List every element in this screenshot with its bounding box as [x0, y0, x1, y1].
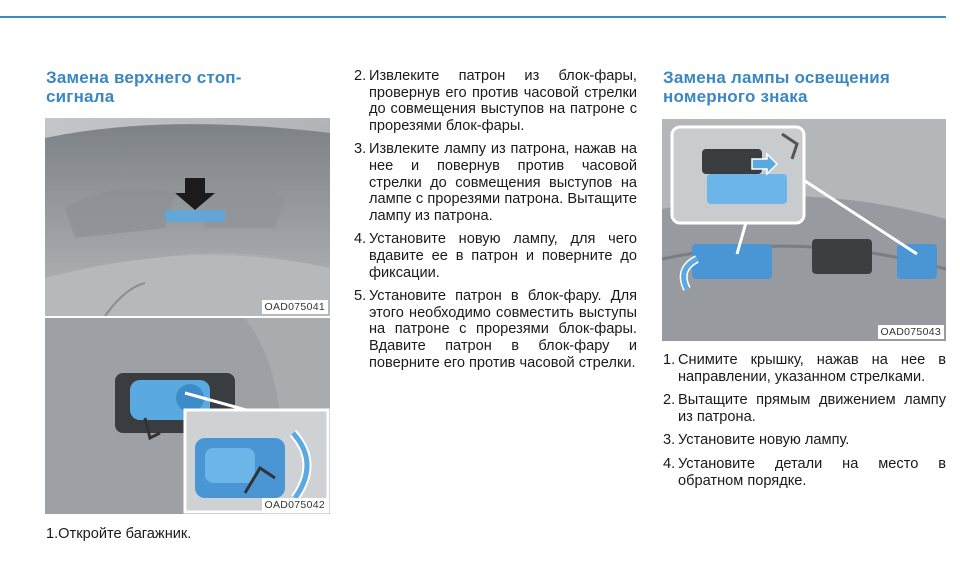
steps-license-plate-light — [663, 352, 946, 496]
list-item — [663, 352, 946, 385]
section-heading-license-plate-light: Замена лампы освещения номерного знака — [663, 68, 891, 106]
list-item — [354, 231, 637, 281]
list-item — [663, 432, 946, 449]
step-number: 2. — [663, 392, 676, 409]
step-number: 5. — [354, 288, 367, 305]
figure-brake-light-socket — [45, 318, 330, 514]
step-number: 2. — [354, 68, 367, 84]
list-item — [663, 392, 946, 425]
step-text: Установите новую лампу. — [678, 432, 850, 449]
figure-code: OAD075043 — [878, 325, 945, 339]
step-number: 1. — [663, 352, 676, 368]
figure-rear-window — [45, 118, 330, 316]
step-number: 4. — [663, 455, 676, 472]
step-text: Установите патрон в блок-фару. Для этого необходимо совместить выступы на патроне с прорезями блок-фары. Вдавите патрон в блок-фару и поверните его против часовой стрелки. — [369, 288, 637, 371]
figure-code: OAD075042 — [262, 498, 329, 512]
brake-light-socket-illustration — [45, 318, 330, 514]
step-number: 3. — [354, 141, 367, 158]
license-plate-light-illustration — [662, 119, 946, 341]
list-item — [354, 141, 637, 224]
step-text: Извлеките патрон из блок-фары, провернув его против часовой стрелки до совмещения выступов на патроне с прорезями блок-фары. — [369, 68, 637, 134]
list-item — [354, 288, 637, 371]
figure-code: OAD075041 — [262, 300, 329, 314]
figure-license-plate-light — [662, 119, 946, 341]
top-rule — [0, 16, 946, 18]
step-number: 4. — [354, 231, 367, 248]
step-number: 3. — [663, 432, 676, 449]
rear-window-illustration — [45, 118, 330, 316]
list-item — [663, 456, 946, 489]
step-text: Установите новую лампу, для чего вдавите ее в патрон и поверните до фиксации. — [369, 231, 637, 281]
step-text: Извлеките лампу из патрона, нажав на нее и повернув против часовой стрелки до совмещения выступов на лампе с прорезями патрона. Вытащите лампу из патрона. — [369, 141, 637, 224]
step-text: Снимите крышку, нажав на нее в направлении, указанном стрелками. — [678, 352, 946, 385]
steps-brake-light — [354, 68, 637, 378]
step-text: Вытащите прямым движением лампу из патрона. — [678, 392, 946, 425]
step-1-text: 1.Откройте багажник. — [46, 526, 192, 542]
section-heading-brake-light: Замена верхнего стоп-сигнала — [46, 68, 242, 106]
list-item — [354, 68, 637, 134]
step-text: Установите детали на место в обратном порядке. — [678, 455, 946, 489]
